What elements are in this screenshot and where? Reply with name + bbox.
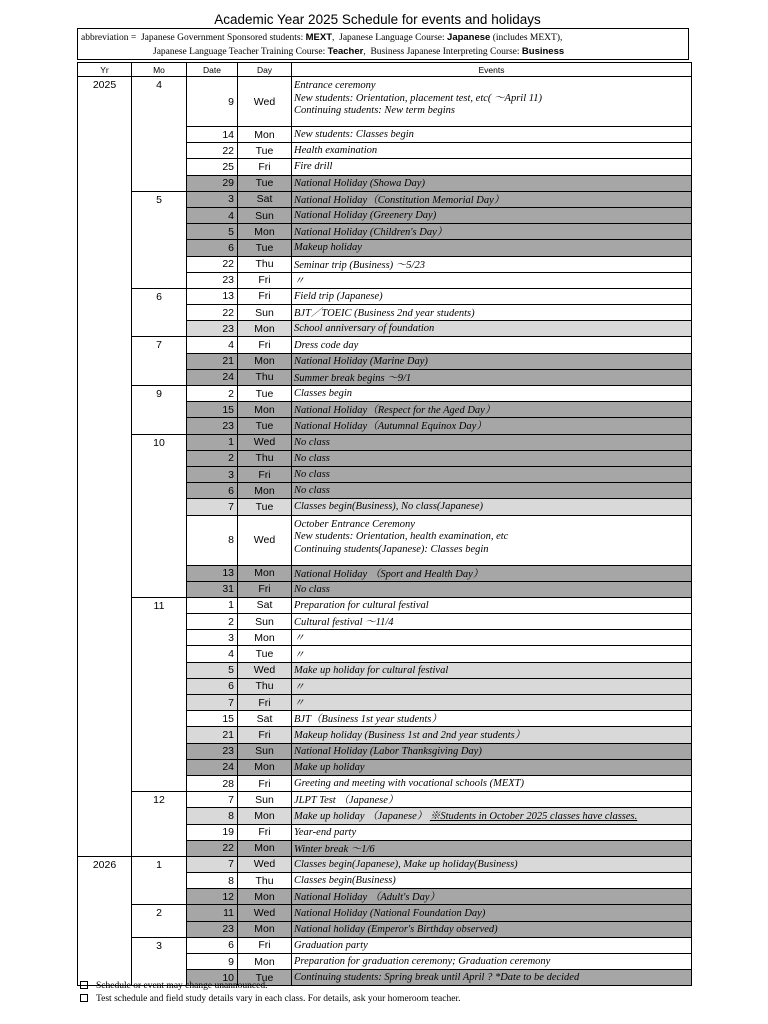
event-text: National Holiday（Autumnal Equinox Day） — [294, 421, 487, 433]
day-cell: Thu — [238, 369, 292, 385]
event-text: National Holiday (Labor Thanksgiving Day) — [294, 745, 482, 757]
event-text: Seminar trip (Business) ～5/23 — [294, 259, 425, 271]
event-cell — [292, 711, 692, 727]
table-row — [78, 937, 692, 953]
event-text: Preparation for graduation ceremony; Graduation ceremony — [294, 956, 551, 968]
day-cell: Tue — [238, 418, 292, 434]
day-cell: Mon — [238, 402, 292, 418]
event-cell — [292, 418, 692, 434]
date-cell: 22 — [187, 305, 238, 321]
event-text: 〃 — [294, 275, 305, 287]
day-cell: Mon — [238, 224, 292, 240]
event-cell — [292, 353, 692, 369]
table-row — [78, 386, 692, 402]
date-cell: 24 — [187, 759, 238, 775]
event-cell — [292, 630, 692, 646]
event-text: National Holiday (National Foundation Day) — [294, 907, 486, 919]
event-note: ※Students in October 2025 classes have classes. — [429, 811, 638, 823]
month-cell: 4 — [132, 77, 187, 192]
date-cell: 15 — [187, 711, 238, 727]
day-cell: Fri — [238, 727, 292, 743]
month-cell: 9 — [132, 386, 187, 435]
event-cell — [292, 808, 692, 824]
event-cell — [292, 743, 692, 759]
event-text: Cultural festival ～11/4 — [294, 617, 394, 629]
event-text: Make up holiday — [294, 761, 365, 773]
event-text: Health examination — [294, 145, 378, 157]
date-cell: 7 — [187, 856, 238, 872]
event-text: BJT（Business 1st year students） — [294, 714, 442, 726]
event-cell — [292, 921, 692, 937]
mext-text: Japanese Government Sponsored students: — [140, 33, 306, 43]
date-cell: 7 — [187, 792, 238, 808]
event-text: 〃 — [294, 633, 305, 645]
event-cell — [292, 77, 692, 127]
event-cell — [292, 207, 692, 223]
footnotes — [80, 980, 460, 1006]
day-cell: Thu — [238, 450, 292, 466]
event-text: No class — [294, 583, 330, 595]
date-cell: 6 — [187, 483, 238, 499]
date-cell: 3 — [187, 630, 238, 646]
abbreviation-line-2: Japanese Language Teacher Training Course: Teacher, Business Japanese Interpreting Course: Business — [153, 46, 565, 57]
event-line: Continuing students: New term begins — [294, 105, 455, 116]
day-cell: Thu — [238, 256, 292, 272]
day-cell: Sun — [238, 207, 292, 223]
event-text: Classes begin(Business), No class(Japanese) — [294, 501, 483, 513]
day-cell: Tue — [238, 970, 292, 986]
event-text: National Holiday（Constitution Memorial Day） — [294, 194, 505, 206]
date-cell: 15 — [187, 402, 238, 418]
event-text: Winter break ～1/6 — [294, 843, 375, 855]
month-cell: 7 — [132, 337, 187, 386]
event-cell — [292, 499, 692, 515]
date-cell: 25 — [187, 159, 238, 175]
event-cell — [292, 191, 692, 207]
event-text: Continuing students: Spring break until April ? *Date to be decided — [294, 972, 580, 984]
date-cell: 3 — [187, 466, 238, 482]
date-cell: 8 — [187, 808, 238, 824]
day-cell: Fri — [238, 288, 292, 304]
date-cell: 2 — [187, 450, 238, 466]
day-cell: Tue — [238, 240, 292, 256]
event-cell — [292, 240, 692, 256]
japanese-text: Japanese Language Course: — [339, 33, 448, 43]
event-text: National Holiday （Adult's Day） — [294, 892, 441, 904]
event-text: Make up holiday for cultural festival — [294, 664, 449, 676]
date-cell: 8 — [187, 873, 238, 889]
day-cell: Mon — [238, 889, 292, 905]
event-cell — [292, 402, 692, 418]
japanese-suffix: (includes MEXT), — [490, 33, 563, 43]
month-cell: 6 — [132, 288, 187, 337]
footnote-text: Test schedule and field study details vary in each class. For details, ask your homeroom teacher. — [96, 994, 461, 1004]
teacher-text: Japanese Language Teacher Training Course: — [153, 47, 328, 57]
day-cell: Mon — [238, 921, 292, 937]
day-cell: Sun — [238, 792, 292, 808]
event-cell — [292, 937, 692, 953]
event-text: Year-end party — [294, 826, 357, 838]
event-cell — [292, 434, 692, 450]
event-cell — [292, 386, 692, 402]
event-cell — [292, 565, 692, 581]
day-cell: Sat — [238, 597, 292, 613]
date-cell: 9 — [187, 954, 238, 970]
event-line: Continuing students(Japanese): Classes begin — [294, 543, 489, 555]
date-cell: 10 — [187, 970, 238, 986]
event-line: Entrance ceremony — [294, 80, 376, 91]
day-cell: Mon — [238, 954, 292, 970]
date-cell: 6 — [187, 678, 238, 694]
event-text: Dress code day — [294, 339, 359, 351]
event-cell — [292, 840, 692, 856]
table-row — [78, 792, 692, 808]
event-text: 〃 — [294, 649, 305, 661]
event-cell — [292, 337, 692, 353]
event-text: No class — [294, 436, 330, 448]
day-cell: Thu — [238, 873, 292, 889]
date-cell: 3 — [187, 191, 238, 207]
day-cell: Mon — [238, 759, 292, 775]
event-cell — [292, 614, 692, 630]
date-cell: 23 — [187, 921, 238, 937]
event-cell — [292, 305, 692, 321]
date-cell: 4 — [187, 337, 238, 353]
date-cell: 23 — [187, 418, 238, 434]
footnote — [80, 980, 460, 993]
event-cell — [292, 727, 692, 743]
event-cell — [292, 775, 692, 791]
day-cell: Wed — [238, 856, 292, 872]
year-cell: 2026 — [78, 856, 132, 986]
date-cell: 8 — [187, 515, 238, 565]
event-cell — [292, 678, 692, 694]
month-cell: 5 — [132, 191, 187, 288]
event-cell — [292, 759, 692, 775]
day-cell: Sat — [238, 711, 292, 727]
event-cell — [292, 450, 692, 466]
event-text: Greeting and meeting with vocational schools (MEXT) — [294, 778, 524, 790]
day-cell: Wed — [238, 515, 292, 565]
event-cell — [292, 143, 692, 159]
date-cell: 19 — [187, 824, 238, 840]
event-text: JLPT Test （Japanese） — [294, 795, 399, 807]
year-cell: 2025 — [78, 77, 132, 857]
table-row — [78, 191, 692, 207]
table-row — [78, 288, 692, 304]
checkbox-bullet-icon — [80, 994, 88, 1002]
date-cell: 31 — [187, 581, 238, 597]
day-cell: Fri — [238, 159, 292, 175]
header-day: Day — [238, 63, 292, 77]
event-text: Classes begin(Japanese), Make up holiday(Business) — [294, 858, 518, 870]
date-cell: 4 — [187, 207, 238, 223]
event-text: No class — [294, 485, 330, 497]
event-text: National holiday (Emperor's Birthday observed) — [294, 923, 498, 935]
date-cell: 13 — [187, 288, 238, 304]
day-cell: Tue — [238, 386, 292, 402]
day-cell: Tue — [238, 646, 292, 662]
event-cell — [292, 905, 692, 921]
event-cell — [292, 792, 692, 808]
business-text: Business Japanese Interpreting Course: — [370, 47, 522, 57]
abbreviation-equals: = — [130, 33, 137, 43]
event-cell — [292, 824, 692, 840]
day-cell: Tue — [238, 143, 292, 159]
date-cell: 4 — [187, 646, 238, 662]
date-cell: 6 — [187, 240, 238, 256]
event-cell — [292, 646, 692, 662]
month-cell: 3 — [132, 937, 187, 986]
date-cell: 24 — [187, 369, 238, 385]
day-cell: Fri — [238, 337, 292, 353]
event-cell — [292, 224, 692, 240]
date-cell: 21 — [187, 353, 238, 369]
event-cell — [292, 256, 692, 272]
day-cell: Mon — [238, 840, 292, 856]
event-cell — [292, 515, 692, 565]
event-cell — [292, 597, 692, 613]
event-cell — [292, 288, 692, 304]
date-cell: 6 — [187, 937, 238, 953]
day-cell: Wed — [238, 905, 292, 921]
header-events: Events — [292, 63, 692, 77]
event-line: New students: Orientation, placement test, etc( ～April 11) — [294, 92, 542, 104]
event-cell — [292, 175, 692, 191]
event-text: Preparation for cultural festival — [294, 599, 429, 611]
month-cell: 10 — [132, 434, 187, 597]
event-text: National Holiday (Marine Day) — [294, 355, 428, 367]
japanese-abbr: Japanese — [447, 32, 491, 43]
date-cell: 9 — [187, 77, 238, 127]
day-cell: Sun — [238, 305, 292, 321]
date-cell: 5 — [187, 662, 238, 678]
event-cell — [292, 466, 692, 482]
date-cell: 11 — [187, 905, 238, 921]
event-cell — [292, 695, 692, 711]
event-text: National Holiday (Greenery Day) — [294, 210, 437, 222]
schedule-table — [77, 62, 692, 986]
header-month: Mo — [132, 63, 187, 77]
page-title: Academic Year 2025 Schedule for events and holidays — [214, 12, 541, 27]
event-text: No class — [294, 452, 330, 464]
header-year: Yr — [78, 63, 132, 77]
event-text: BJT／TOEIC (Business 2nd year students) — [294, 308, 475, 320]
day-cell: Mon — [238, 483, 292, 499]
day-cell: Tue — [238, 175, 292, 191]
event-cell — [292, 127, 692, 143]
day-cell: Fri — [238, 937, 292, 953]
schedule-body — [78, 77, 692, 986]
teacher-abbr: Teacher — [327, 46, 364, 57]
event-text: Makeup holiday (Business 1st and 2nd year students） — [294, 730, 526, 742]
day-cell: Fri — [238, 466, 292, 482]
date-cell: 5 — [187, 224, 238, 240]
day-cell: Wed — [238, 434, 292, 450]
month-cell: 1 — [132, 856, 187, 905]
day-cell: Fri — [238, 824, 292, 840]
abbreviation-label: abbreviation — [81, 33, 129, 43]
event-cell — [292, 873, 692, 889]
event-cell — [292, 954, 692, 970]
day-cell: Wed — [238, 77, 292, 127]
checkbox-bullet-icon — [80, 981, 88, 989]
event-line: October Entrance Ceremony — [294, 518, 415, 530]
event-text: Classes begin(Business) — [294, 875, 396, 887]
date-cell: 13 — [187, 565, 238, 581]
day-cell: Mon — [238, 630, 292, 646]
table-row — [78, 77, 692, 127]
date-cell: 23 — [187, 272, 238, 288]
event-text: Field trip (Japanese) — [294, 290, 383, 302]
event-text: New students: Classes begin — [294, 129, 414, 141]
event-text: National Holiday （Sport and Health Day） — [294, 568, 484, 580]
abbreviation-line-1: abbreviation = Japanese Government Sponsored students: MEXT, Japanese Language Course: Japanese (includes MEXT), — [81, 32, 563, 43]
event-text: Summer break begins ～9/1 — [294, 372, 412, 384]
day-cell: Mon — [238, 565, 292, 581]
day-cell: Tue — [238, 499, 292, 515]
day-cell: Mon — [238, 127, 292, 143]
month-cell: 12 — [132, 792, 187, 857]
date-cell: 23 — [187, 743, 238, 759]
event-text: National Holiday (Children's Day） — [294, 227, 448, 239]
date-cell: 29 — [187, 175, 238, 191]
month-cell: 11 — [132, 597, 187, 791]
event-line: New students: Orientation, health examination, etc — [294, 531, 509, 542]
date-cell: 21 — [187, 727, 238, 743]
event-text: National Holiday（Respect for the Aged Day） — [294, 405, 496, 417]
date-cell: 14 — [187, 127, 238, 143]
table-row — [78, 434, 692, 450]
day-cell: Fri — [238, 775, 292, 791]
day-cell: Thu — [238, 678, 292, 694]
date-cell: 7 — [187, 695, 238, 711]
footnote — [80, 993, 460, 1006]
event-text: School anniversary of foundation — [294, 323, 435, 335]
date-cell: 2 — [187, 614, 238, 630]
table-row — [78, 597, 692, 613]
event-text: 〃 — [294, 681, 305, 693]
event-cell — [292, 272, 692, 288]
abbreviation-legend — [77, 28, 689, 60]
table-row — [78, 905, 692, 921]
month-cell: 2 — [132, 905, 187, 937]
event-cell — [292, 581, 692, 597]
event-text: Make up holiday （Japanese） — [294, 811, 430, 823]
event-cell — [292, 369, 692, 385]
table-header-row — [78, 63, 692, 77]
date-cell: 23 — [187, 321, 238, 337]
date-cell: 7 — [187, 499, 238, 515]
event-cell — [292, 662, 692, 678]
day-cell: Mon — [238, 808, 292, 824]
date-cell: 28 — [187, 775, 238, 791]
event-text: Graduation party — [294, 939, 368, 951]
day-cell: Sun — [238, 743, 292, 759]
event-cell — [292, 483, 692, 499]
event-text: National Holiday (Showa Day) — [294, 177, 425, 189]
header-date: Date — [187, 63, 238, 77]
event-cell — [292, 856, 692, 872]
date-cell: 2 — [187, 386, 238, 402]
event-cell — [292, 889, 692, 905]
day-cell: Sat — [238, 191, 292, 207]
day-cell: Fri — [238, 581, 292, 597]
date-cell: 1 — [187, 597, 238, 613]
event-text: No class — [294, 469, 330, 481]
date-cell: 22 — [187, 143, 238, 159]
event-text: Fire drill — [294, 161, 333, 173]
day-cell: Fri — [238, 695, 292, 711]
event-text: Makeup holiday — [294, 242, 362, 254]
event-text: 〃 — [294, 698, 305, 710]
table-row — [78, 337, 692, 353]
event-text: Classes begin — [294, 388, 353, 400]
date-cell: 22 — [187, 840, 238, 856]
date-cell: 22 — [187, 256, 238, 272]
business-abbr: Business — [521, 46, 565, 57]
day-cell: Mon — [238, 353, 292, 369]
footnote-text: Schedule or event may change unannounced. — [96, 981, 268, 991]
date-cell: 1 — [187, 434, 238, 450]
mext-abbr: MEXT — [305, 32, 332, 43]
date-cell: 12 — [187, 889, 238, 905]
day-cell: Fri — [238, 272, 292, 288]
day-cell: Wed — [238, 662, 292, 678]
day-cell: Mon — [238, 321, 292, 337]
table-row — [78, 856, 692, 872]
event-cell — [292, 159, 692, 175]
event-cell — [292, 321, 692, 337]
day-cell: Sun — [238, 614, 292, 630]
